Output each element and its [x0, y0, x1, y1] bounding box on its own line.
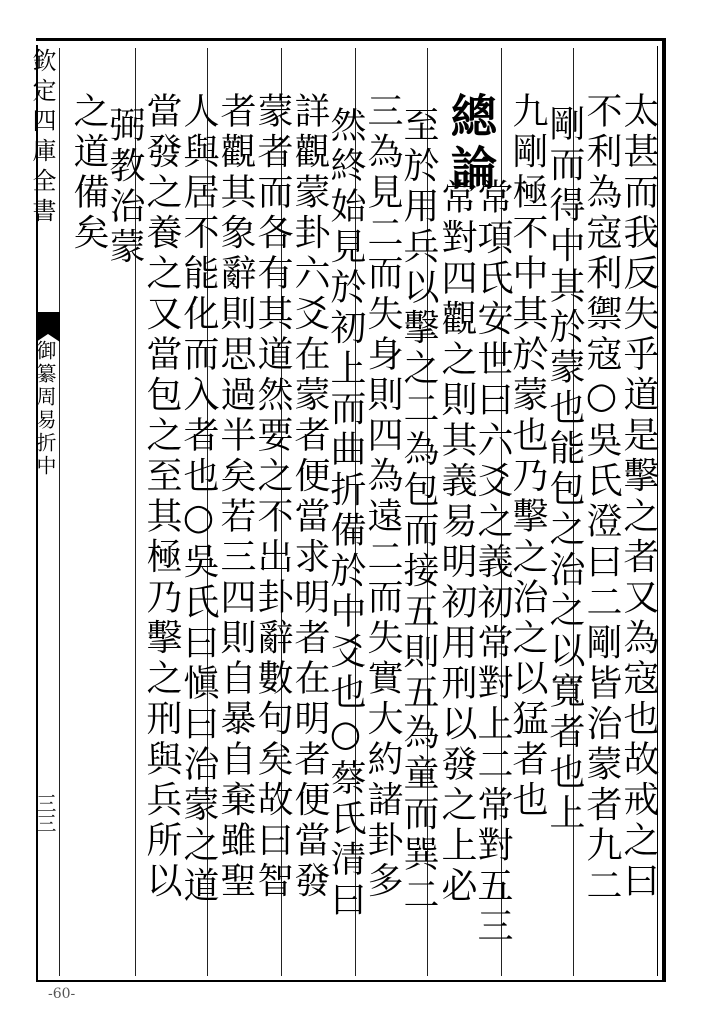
footer-mark: -60- — [48, 986, 76, 1002]
text-column: 至於用兵以擊之二為包而接五則五為童而巽二 — [398, 106, 439, 916]
text-column: 當發之養之又當包之至其極乃擊之刑與兵所以 — [141, 92, 182, 902]
text-column: 詳觀蒙卦六爻在蒙者便當求明者在明者便當發 — [289, 92, 330, 902]
text-column: 常項氏安世曰六爻之義初常對上二常對五三 — [472, 178, 513, 948]
text-column: 不利為寇利禦寇○吳氏澄曰二剛皆治蒙者九二 — [581, 92, 622, 907]
page-number: 三三 — [33, 793, 57, 833]
zonglun-heading: 總論 — [444, 92, 498, 196]
text-column: 常對四觀之則其義易明初用刑以發之上必 — [436, 178, 477, 907]
fishtail-mark-icon — [36, 312, 60, 334]
book-title: 欽定四庫全書 — [28, 48, 56, 228]
text-column: 然終始見於初上而曲折備於中爻也○蔡氏清曰 — [325, 106, 366, 921]
text-column: 剛而得中其於蒙也能包之治之以寬者也上 — [544, 105, 585, 834]
text-column: 者觀其象辭則思過半矣若三四則自暴自棄雖聖 — [215, 92, 256, 902]
text-column: 弼教治蒙 — [104, 106, 145, 268]
section-title: 御纂周易折中 — [33, 340, 57, 478]
text-column: 之道備矣 — [68, 92, 109, 254]
text-column: 太甚而我反失乎道是擊之者又為寇也故戒之曰 — [618, 92, 659, 902]
text-column: 三為見二而失身則四為遠二而失實大約諸卦多 — [362, 92, 403, 902]
text-column: 人與居不能化而入者也○吳氏曰愼曰治蒙之道 — [178, 92, 219, 907]
text-column: 蒙者而各有其道然要之不出卦辭數句矣故曰智 — [252, 92, 293, 902]
text-column: 九剛極不中其於蒙也乃擊之治之以猛者也 — [507, 92, 548, 821]
bottom-rule — [36, 980, 666, 982]
